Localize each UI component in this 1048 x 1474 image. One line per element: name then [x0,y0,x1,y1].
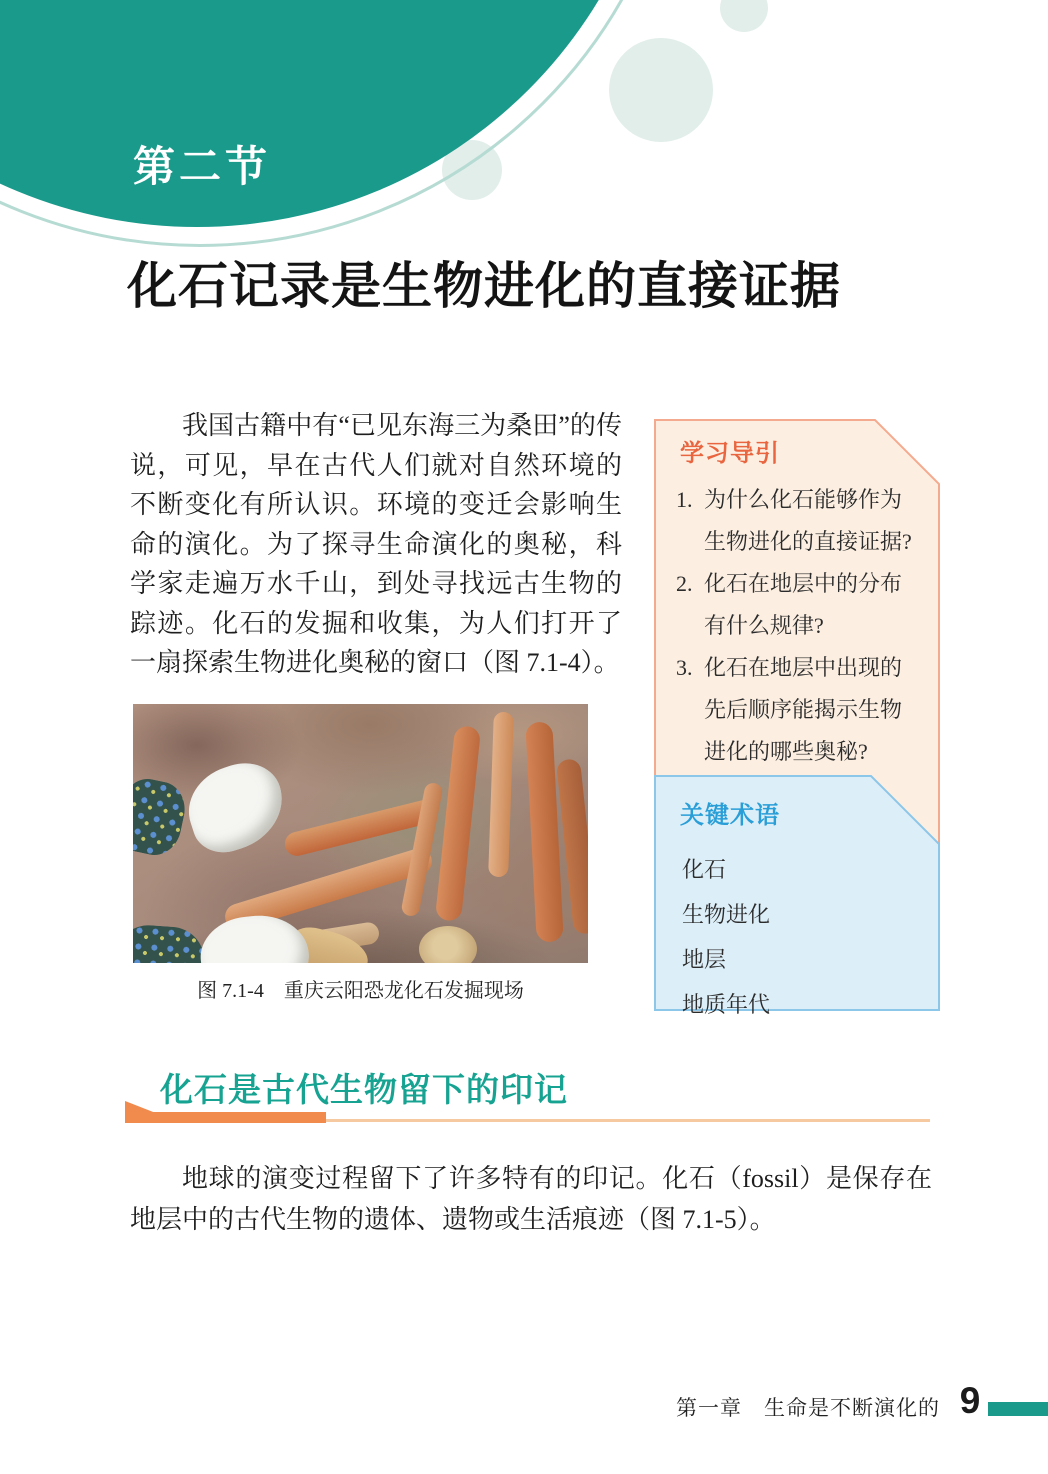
footer-teal-bar [988,1402,1048,1416]
heading-underline-rule [326,1119,930,1122]
photo-fossil-bone [435,725,481,922]
question-number: 1. [676,487,693,512]
question-number: 2. [676,571,693,596]
decor-circle-tiny [720,0,768,32]
body-paragraph: 地球的演变过程留下了许多特有的印记。化石（fossil）是保存在地层中的古代生物的遗体、遗物或生活痕迹（图 7.1-5）。 [130,1164,932,1234]
key-terms-list [682,847,770,1027]
photo-white-glove [178,753,295,861]
photo-bone-cross-section [419,926,477,963]
study-guide-title: 学习导引 [680,440,780,467]
decor-circle-large [609,38,713,142]
footer-page-number: 9 [959,1380,981,1421]
photo-fossil-bone [488,712,514,878]
key-term: 地层 [682,947,727,972]
question-text: 化石在地层中的分布有什么规律? [704,571,903,638]
question-text: 为什么化石能够作为生物进化的直接证据? [704,487,912,554]
key-terms-title: 关键术语 [680,802,780,829]
study-guide-question [676,647,916,773]
key-term: 生物进化 [682,902,771,927]
photo-white-glove [197,911,313,963]
figure-caption: 图 7.1-4 重庆云阳恐龙化石发掘现场 [197,980,524,1002]
photo-floral-sleeve [133,923,206,963]
photo-fossil-bone [525,721,563,942]
section-heading: 化石是古代生物留下的印记 [160,1071,568,1108]
study-guide-question [676,479,916,563]
intro-paragraph: 我国古籍中有“已见东海三为桑田”的传说，可见，早在古代人们就对自然环境的不断变化有所认识。环境的变迁会影响生命的演化。为了探寻生命演化的奥秘，科学家走遍万水千山，到处寻找远古生物的踪迹。化石的发掘和收集，为人们打开了一扇探索生物进化奥秘的窗口（图 7.1-4）。 [130,411,622,677]
key-term: 地质年代 [682,992,771,1017]
fossil-excavation-photo [133,704,588,963]
photo-floral-sleeve [133,774,190,860]
question-number: 3. [676,655,693,680]
page-title: 化石记录是生物进化的直接证据 [127,258,841,314]
header-teal-ellipse [0,0,666,227]
footer-chapter-title: 第一章 生命是不断演化的 [676,1396,940,1420]
section-label: 第二节 [133,143,272,190]
question-text: 化石在地层中出现的先后顺序能揭示生物进化的哪些奥秘? [704,655,903,764]
key-term: 化石 [682,857,727,882]
sidebar [654,419,940,1017]
study-guide-questions [676,479,916,773]
study-guide-question [676,563,916,647]
